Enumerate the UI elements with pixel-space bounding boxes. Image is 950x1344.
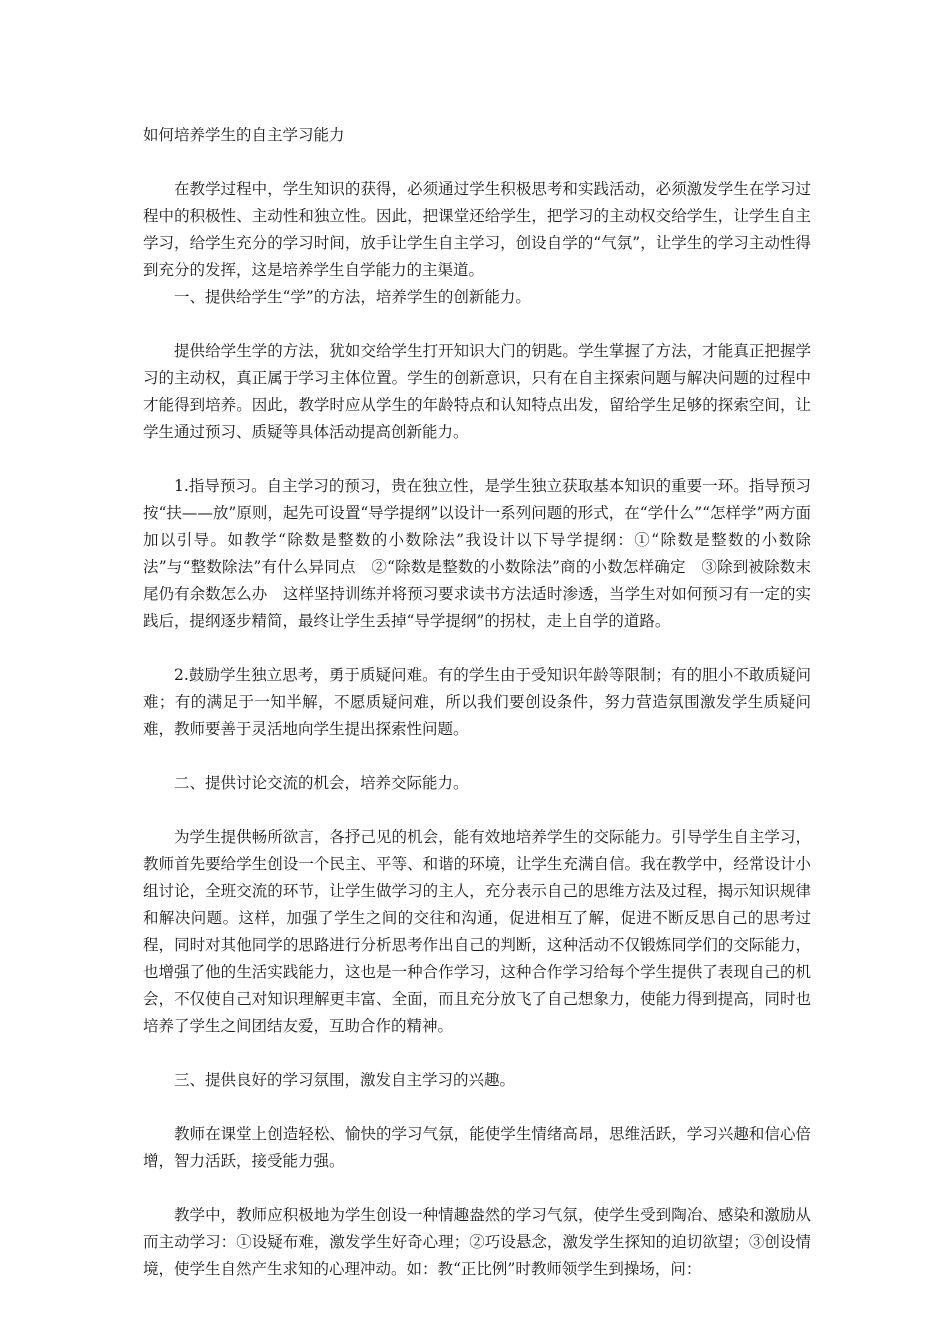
point-2-paragraph: 2.鼓励学生独立思考，勇于质疑问难。有的学生由于受知识年龄等限制；有的胆小不敢质疑问难；有的满足于一知半解，不愿质疑问难，所以我们要创设条件，努力营造氛围激发学生质疑问难，教师要善于灵活地向学生提出探索性问题。: [143, 666, 811, 738]
intro-paragraph: 在教学过程中，学生知识的获得，必须通过学生积极思考和实践活动，必须激发学生在学习过程中的积极性、主动性和独立性。因此，把课堂还给学生，把学习的主动权交给学生，让学生自主学习，给学生充分的学习时间，放手让学生自主学习，创设自学的“气氛”，让学生的学习主动性得到充分的发挥，这是培养学生自学能力的主渠道。: [143, 180, 811, 279]
section-2-paragraph: 为学生提供畅所欲言，各抒己见的机会，能有效地培养学生的交际能力。引导学生自主学习，教师首先要给学生创设一个民主、平等、和谐的环境，让学生充满自信。我在教学中，经常设计小组讨论，全班交流的环节，让学生做学习的主人，充分表示自己的思维方法及过程，揭示知识规律和解决问题。这样，加强了学生之间的交往和沟通，促进相互了解，促进不断反思自己的思考过程，同时对其他同学的思路进行分析思考作出自己的判断，这种活动不仅锻炼同学们的交际能力，也增强了他的生活实践能力，这也是一种合作学习，这种合作学习给每个学生提供了表现自己的机会，不仅使自己对知识理解更丰富、全面，而且充分放飞了自己想象力，使能力得到提高，同时也培养了学生之间团结友爱，互助合作的精神。: [143, 828, 811, 1035]
section-heading-3: 三、提供良好的学习氛围，激发自主学习的兴趣。: [174, 1071, 516, 1089]
document-body: [143, 122, 811, 1283]
document-title: 如何培养学生的自主学习能力: [143, 126, 345, 144]
section-3-paragraph: 教师在课堂上创造轻松、愉快的学习气氛，能使学生情绪高昂，思维活跃，学习兴趣和信心倍增，智力活跃，接受能力强。: [143, 1125, 811, 1170]
section-1-paragraph: 提供给学生学的方法，犹如交给学生打开知识大门的钥匙。学生掌握了方法，才能真正把握学习的主动权，真正属于学习主体位置。学生的创新意识，只有在自主探索问题与解决问题的过程中才能得到培养。因此，教学时应从学生的年龄特点和认知特点出发，留给学生足够的探索空间，让学生通过预习、质疑等具体活动提高创新能力。: [143, 342, 811, 441]
point-1-paragraph: 1.指导预习。自主学习的预习，贵在独立性，是学生独立获取基本知识的重要一环。指导预习按“扶——放”原则，起先可设置“导学提纲”以设计一系列问题的形式，在“学什么”“怎样学”两方面加以引导。如教学“除数是整数的小数除法”我设计以下导学提纲：①“除数是整数的小数除法”与“整数除法”有什么异同点 ②“除数是整数的小数除法”商的小数怎样确定 ③除到被除数末尾仍有余数怎么办 这样坚持训练并将预习要求读书方法适时渗透，当学生对如何预习有一定的实践后，提纲逐步精简，最终让学生丢掉“导学提纲”的拐杖，走上自学的道路。: [143, 477, 811, 630]
section-3-paragraph-2: 教学中，教师应积极地为学生创设一种情趣盎然的学习气氛，使学生受到陶冶、感染和激励从而主动学习：①设疑布难，激发学生好奇心理；②巧设悬念，激发学生探知的迫切欲望；③创设情境，使学生自然产生求知的心理冲动。如：教“正比例”时教师领学生到操场，问：: [143, 1206, 811, 1278]
section-heading-2: 二、提供讨论交流的机会，培养交际能力。: [174, 774, 469, 792]
section-heading-1: 一、提供给学生“学”的方法，培养学生的创新能力。: [174, 288, 531, 306]
